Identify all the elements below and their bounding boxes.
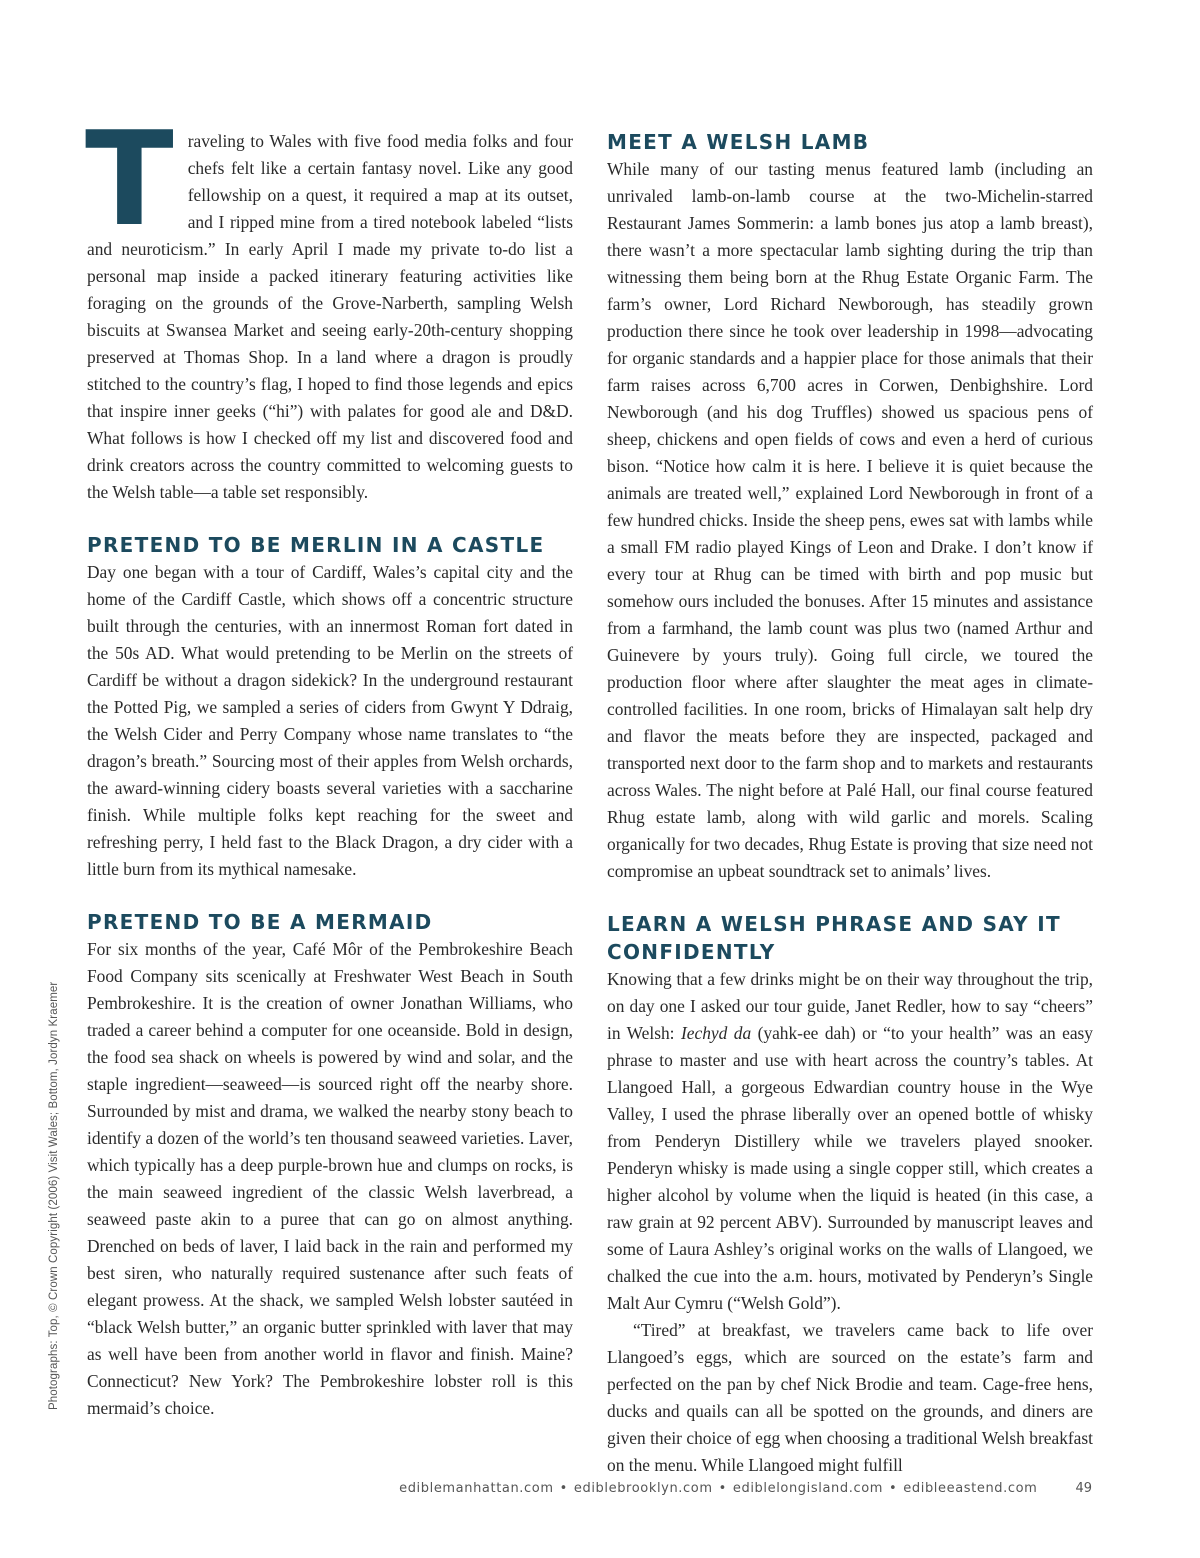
lamb-paragraph: While many of our tasting menus featured lamb (including an unrivaled lamb-on-lamb course at the two-Michelin-starred Restaurant James Sommerin: a lamb bones jus atop a lamb breast), there wasn’t a more spectacular lamb sighting during the trip than witnessing them being born at the Rhug Estate Organic Farm. The farm’s owner, Lord Richard Newborough, has steadily grown production there since he took over leadership in 1998—advocating for organic standards and a happier place for those animals that their farm raises across 6,700 acres in Corwen, Denbighshire. Lord Newborough (and his dog Truffles) showed us spacious pens of sheep, chickens and open fields of cows and even a herd of curious bison. “Notice how calm it is here. I believe it is quiet because the animals are treated well,” explained Lord Newborough in front of a few hundred chicks. Inside the sheep pens, ewes sat with lambs while a small FM radio played Kings of Leon and Drake. I don’t know if every tour at Rhug can be timed with birth and pop music but somehow ours included the bonuses. After 15 minutes and assistance from a farmhand, the lamb count was plus two (named Arthur and Guinevere by yours truly). Going full circle, we toured the production floor where after slaughter the meat ages in climate-controlled facilities. In one room, bricks of Himalayan salt help dry and flavor the meats before they are inspected, packaged and transported next door to the farm shop and to markets and restaurants across Wales. The night before at Palé Hall, our final course featured Rhug estate lamb, along with wild garlic and morels. Scaling organically for two decades, Rhug Estate is proving that size need not compromise an upbeat soundtrack set to animals’ lives. — [607, 159, 1093, 881]
mermaid-paragraph: For six months of the year, Café Môr of the Pembrokeshire Beach Food Company sits scenically at Freshwater West Beach in South Pembrokeshire. It is the creation of owner Jonathan Williams, who traded a career behind a computer for one oceanside. Bold in design, the food sea shack on wheels is powered by wind and solar, and the staple ingredient—seaweed—is sourced right off the nearby shore. Surrounded by mist and drama, we walked the nearby stony beach to identify a dozen of the world’s ten thousand seaweed varieties. Laver, which typically has a deep purple-brown hue and clumps on rocks, is the main seaweed ingredient of the classic Welsh laverbread, a seaweed paste akin to a puree that can go on almost anything. Drenched on beds of laver, I laid back in the rain and performed my best siren, who naturally required sustenance after such feats of elegant prowess. At the shack, we sampled Welsh lobster sautéed in “black Welsh butter,” an organic butter sprinkled with laver that may as well have been from another world in flavor and finish. Maine? Connecticut? New York? The Pembrokeshire lobster roll is this mermaid’s choice. — [87, 939, 573, 1418]
drop-cap: T — [85, 103, 174, 255]
footer-separator: • — [889, 1481, 898, 1496]
section-heading-mermaid: PRETEND TO BE A MERMAID — [87, 910, 433, 934]
footer-separator: • — [559, 1481, 568, 1496]
footer-site-longisland[interactable]: ediblelongisland.com — [732, 1481, 884, 1496]
footer-site-brooklyn[interactable]: ediblebrooklyn.com — [573, 1481, 713, 1496]
breakfast-paragraph: “Tired” at breakfast, we travelers came back to life over Llangoed’s eggs, which are sourced on the estate’s farm and perfected on the pan by chef Nick Brodie and team. Cage-free hens, ducks and quails can all be spotted on the grounds, and diners are given their choice of egg when choosing a traditional Welsh breakfast on the menu. While Llangoed might fulfill — [607, 1320, 1093, 1475]
welsh-phrase: Iechyd da — [680, 1023, 752, 1043]
page-number: 49 — [1075, 1481, 1092, 1496]
right-column — [607, 128, 1093, 1479]
footer-site-eastend[interactable]: edibleeastend.com — [903, 1481, 1038, 1496]
photo-credit: Photographs: Top, © Crown Copyright (2006) Visit Wales; Bottom, Jordyn Kraemer — [48, 981, 60, 1410]
footer-site-manhattan[interactable]: ediblemanhattan.com — [399, 1481, 554, 1496]
left-column — [85, 103, 573, 1422]
section-heading-lamb: MEET A WELSH LAMB — [607, 130, 870, 154]
intro-text: raveling to Wales with five food media folks and four chefs felt like a certain fantasy novel. Like any good fellowship on a quest, it required a map at its outset, and I ripped mine from a tired notebook labeled “lists and neuroticism.” In early April I made my private to-do list a personal map inside a packed itinerary featuring activities like foraging on the grounds of the Grove-Narberth, sampling Welsh biscuits at Swansea Market and seeing early-20th-century shopping preserved at Thomas Shop. In a land where a dragon is proudly stitched to the country’s flag, I hoped to find those legends and epics that inspire inner geeks (“hi”) with palates for good ale and D&D. What follows is how I checked off my list and discovered food and drink creators across the country committed to welcoming guests to the Welsh table—a table set responsibly. — [87, 131, 573, 502]
phrase-paragraph — [607, 966, 1093, 1317]
phrase-text-before: Knowing that a few drinks might be on their way throughout the trip, on day one I asked our tour guide, Janet Redler, how to say “cheers” in Welsh: — [607, 969, 1093, 1043]
section-heading-merlin: PRETEND TO BE MERLIN IN A CASTLE — [87, 533, 545, 557]
footer-separator: • — [718, 1481, 727, 1496]
phrase-text-after: (yahk-ee dah) or “to your health” was an easy phrase to master and use with heart across the country’s tables. At Llangoed Hall, a gorgeous Edwardian country house in the Wye Valley, I used the phrase liberally over an opened bottle of whisky from Penderyn Distillery while we travelers played snooker. Penderyn whisky is made using a single copper still, which creates a higher alcohol by volume when the liquid is heated (in this case, a raw grain at 92 percent ABV). Surrounded by manuscript leaves and some of Laura Ashley’s original works on the walls of Llangoed, we chalked the cue into the a.m. hours, motivated by Penderyn’s Single Malt Aur Cymru (“Welsh Gold”). — [607, 1023, 1093, 1313]
section-heading-phrase: LEARN A WELSH PHRASE AND SAY IT CONFIDENTLY — [607, 912, 1061, 964]
page-footer — [399, 1481, 1092, 1496]
merlin-paragraph: Day one began with a tour of Cardiff, Wales’s capital city and the home of the Cardiff Castle, which shows off a concentric structure built through the centuries, with an innermost Roman fort dated in the 50s AD. What would pretending to be Merlin on the streets of Cardiff be without a dragon sidekick? In the underground restaurant the Potted Pig, we sampled a series of ciders from Gwynt Y Ddraig, the Welsh Cider and Perry Company whose name translates to “the dragon’s breath.” Sourcing most of their apples from Welsh orchards, the award-winning cidery boasts several varieties with a saccharine finish. While multiple folks kept reaching for the sweet and refreshing perry, I held fast to the Black Dragon, a dry cider with a little burn from its mythical namesake. — [87, 562, 573, 879]
intro-paragraph — [85, 103, 573, 506]
